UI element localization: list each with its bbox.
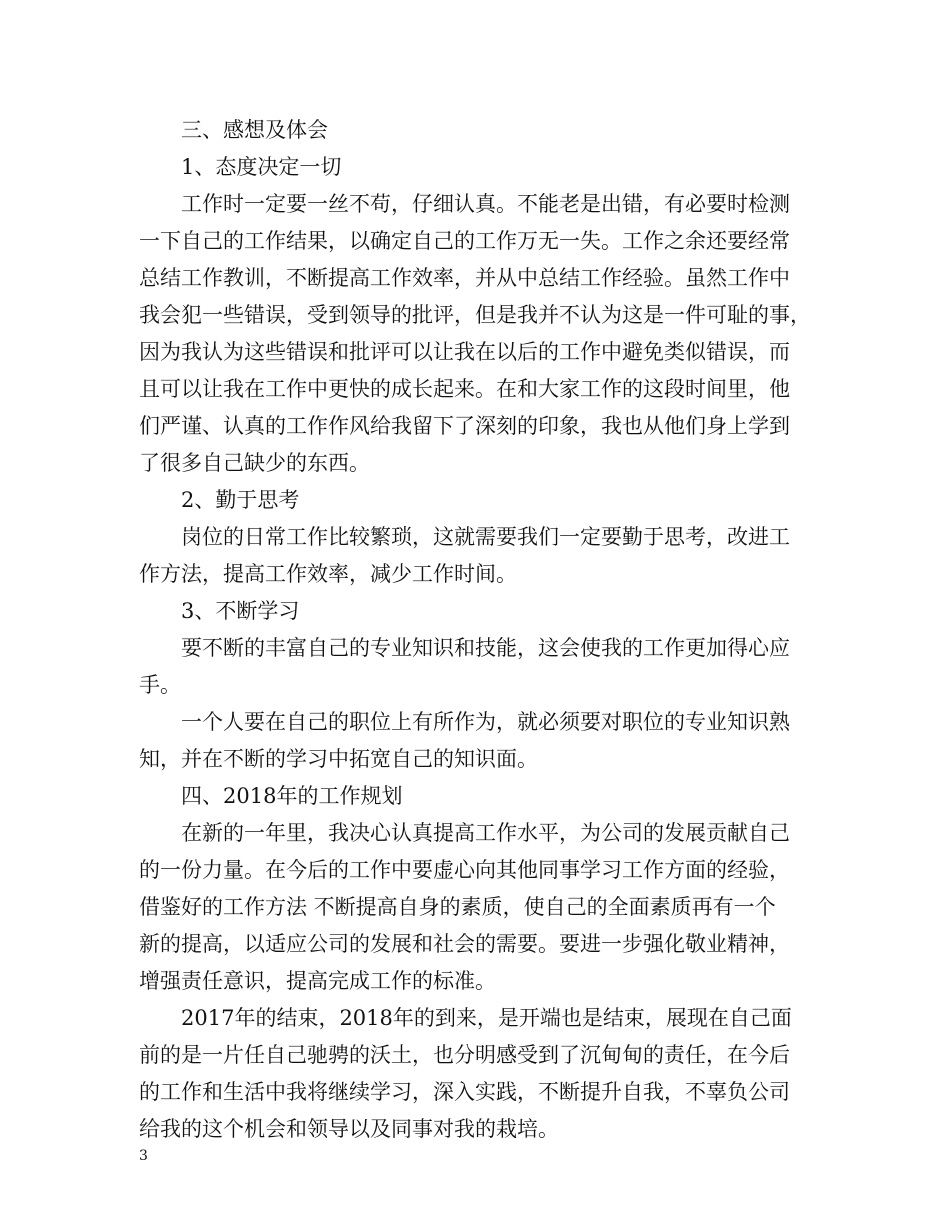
- text-line: 手。: [139, 673, 181, 697]
- text-line: 增强责任意识，提高完成工作的标准。: [139, 969, 496, 993]
- text-line: 新的提高，以适应公司的发展和社会的需要。要进一步强化敬业精神，: [139, 932, 790, 956]
- text-line: 且可以让我在工作中更快的成长起来。在和大家工作的这段时间里，他: [139, 377, 790, 401]
- text-line: 2、勤于思考: [181, 488, 300, 512]
- text-line: 要不断的丰富自己的专业知识和技能，这会使我的工作更加得心应: [181, 636, 790, 660]
- body-paragraph: [139, 1000, 819, 1148]
- section-heading: [139, 778, 819, 815]
- page-number: 3: [139, 1148, 148, 1164]
- text-line: 借鉴好的工作方法 不断提高自身的素质，使自己的全面素质再有一个: [139, 895, 776, 919]
- text-line: 1、态度决定一切: [181, 155, 342, 179]
- text-line: 知，并在不断的学习中拓宽自己的知识面。: [139, 747, 538, 771]
- body-paragraph: [139, 815, 819, 1000]
- text-line: 3、不断学习: [181, 599, 300, 623]
- text-line: 们严谨、认真的工作作风给我留下了深刻的印象，我也从他们身上学到: [139, 414, 790, 438]
- text-line: 四、2018年的工作规划: [181, 784, 403, 808]
- body-paragraph: [139, 519, 819, 593]
- text-line: 的一份力量。在今后的工作中要虚心向其他同事学习工作方面的经验，: [139, 858, 790, 882]
- text-line: 工作时一定要一丝不苟，仔细认真。不能老是出错，有必要时检测: [181, 192, 790, 216]
- text-line: 一下自己的工作结果，以确定自己的工作万无一失。工作之余还要经常: [139, 229, 790, 253]
- text-line: 2017年的结束，2018年的到来，是开端也是结束，展现在自己面: [181, 1006, 792, 1030]
- body-paragraph: [139, 186, 819, 482]
- text-line: 总结工作教训，不断提高工作效率，并从中总结工作经验。虽然工作中: [139, 266, 790, 290]
- text-line: 在新的一年里，我决心认真提高工作水平，为公司的发展贡献自己: [181, 821, 790, 845]
- text-line: 前的是一片任自己驰骋的沃土，也分明感受到了沉甸甸的责任，在今后: [139, 1043, 790, 1067]
- body-paragraph: [139, 630, 819, 704]
- text-line: 给我的这个机会和领导以及同事对我的栽培。: [139, 1117, 559, 1141]
- body-paragraph: [139, 704, 819, 778]
- text-line: 因为我认为这些错误和批评可以让我在以后的工作中避免类似错误，而: [139, 340, 790, 364]
- text-line: 一个人要在自己的职位上有所作为，就必须要对职位的专业知识熟: [181, 710, 790, 734]
- section-heading: [139, 112, 819, 149]
- text-line: 了很多自己缺少的东西。: [139, 451, 370, 475]
- sub-heading: [139, 482, 819, 519]
- sub-heading: [139, 149, 819, 186]
- text-line: 的工作和生活中我将继续学习，深入实践，不断提升自我，不辜负公司: [139, 1080, 790, 1104]
- text-line: 我会犯一些错误，受到领导的批评，但是我并不认为这是一件可耻的事，: [139, 303, 811, 327]
- text-line: 作方法，提高工作效率，减少工作时间。: [139, 562, 517, 586]
- text-line: 三、感想及体会: [181, 118, 328, 142]
- text-line: 岗位的日常工作比较繁琐，这就需要我们一定要勤于思考，改进工: [181, 525, 790, 549]
- document-body: [139, 112, 819, 1148]
- sub-heading: [139, 593, 819, 630]
